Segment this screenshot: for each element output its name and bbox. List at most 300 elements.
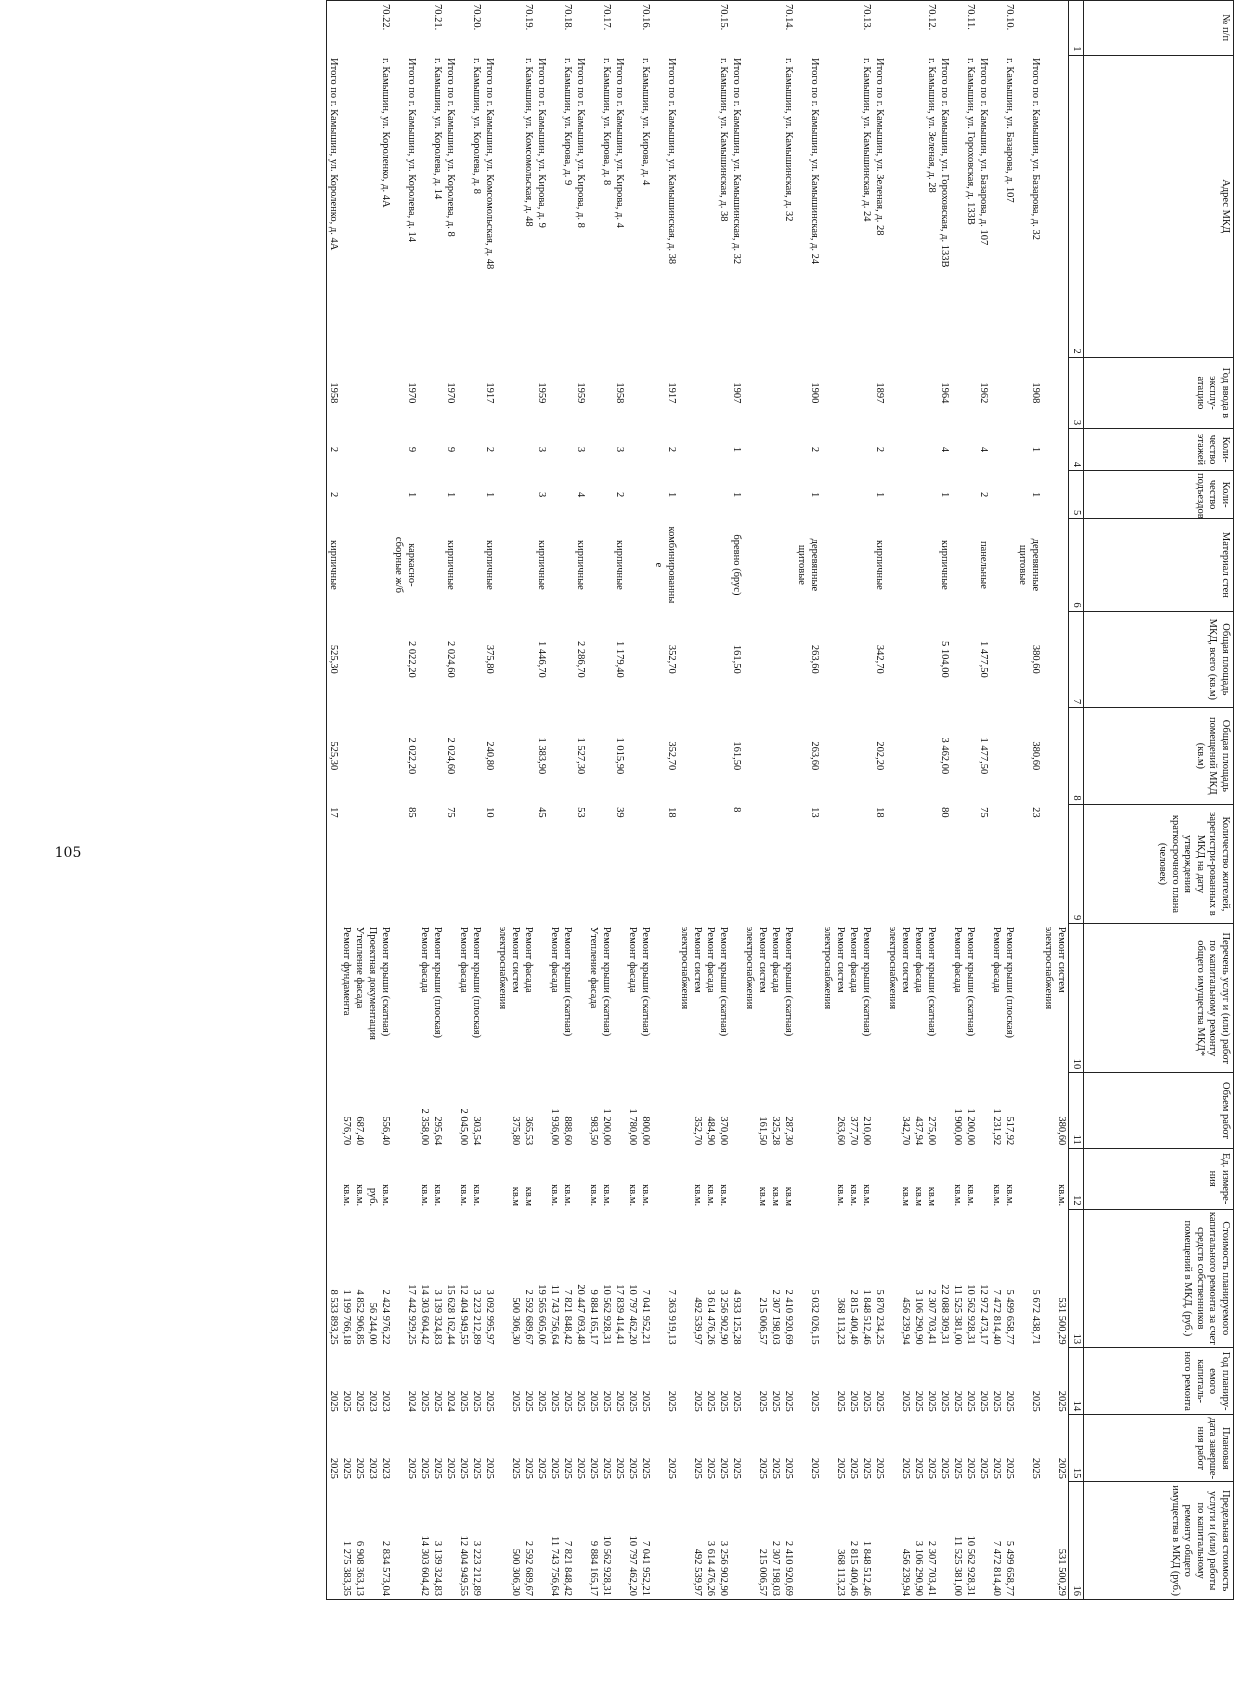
col-header-year-built: Год ввода в эксплу-атацию: [1084, 357, 1234, 428]
completion-date-cell-line: 2025: [640, 1457, 651, 1479]
unit-cell: [327, 1148, 341, 1209]
works-cell-line: Ремонт крыши (скатная): [380, 926, 391, 1037]
limit-cost-cell: [977, 1482, 990, 1600]
works-cell: [886, 924, 938, 1073]
repair-year-cell-line: 2025: [419, 1390, 430, 1412]
limit-cost-cell: [795, 1482, 821, 1600]
col-header-unit: Ед. измере-ния: [1084, 1148, 1234, 1209]
residents-cell: [821, 804, 873, 924]
premises-area-cell: 161,50: [731, 741, 742, 771]
unit-cell: [548, 1148, 574, 1209]
floors-cell: [678, 429, 730, 471]
limit-cost-cell-line: 2 307 198,03: [770, 1540, 781, 1596]
cost-cell-line: 2 592 689,67: [523, 1289, 534, 1345]
wall-material-cell: [418, 519, 444, 611]
cost-cell-line: 5 499 658,77: [1004, 1289, 1015, 1345]
address-cell: г. Камышин, ул. Короленко, д. 4А: [380, 58, 391, 208]
cost-cell-line: 3 223 212,89: [471, 1289, 482, 1345]
volume-cell: [613, 1073, 626, 1149]
entrances-cell: [951, 471, 977, 519]
repair-year-cell-line: 2025: [471, 1390, 482, 1412]
limit-cost-cell-line: 456 239,94: [900, 1548, 911, 1596]
volume-cell-line: 576,70: [341, 1116, 352, 1146]
wall-material-cell-line: щитовые: [1017, 544, 1028, 585]
table-row: [626, 1, 652, 1600]
cost-cell: 5 032 026,15: [809, 1289, 820, 1345]
unit-cell: [457, 1148, 483, 1209]
cost-cell: [457, 1209, 483, 1347]
works-cell-line: Ремонт крыши (плоская): [1004, 926, 1015, 1039]
entrances-cell: [743, 471, 795, 519]
cost-cell: [990, 1209, 1016, 1347]
entrances-cell: 1: [939, 492, 950, 498]
cost-cell-line: 215 006,57: [757, 1297, 768, 1345]
completion-date-cell-line: 2025: [432, 1457, 443, 1479]
floors-cell: [990, 429, 1016, 471]
repair-plan-table: [326, 0, 1234, 1600]
wall-material-cell: [938, 519, 951, 611]
total-row: [873, 1, 886, 1600]
unit-cell: [821, 1148, 873, 1209]
row-number-cell: [613, 1, 626, 56]
wall-material-cell-line: бревно (брус): [731, 534, 742, 596]
premises-area-cell: [990, 708, 1016, 805]
wall-material-cell: [444, 519, 457, 611]
volume-cell-line: 370,00: [718, 1116, 729, 1146]
table-row: [548, 1, 574, 1600]
col-header-address: Адрес МКД: [1084, 55, 1234, 357]
col-number: 2: [1069, 55, 1084, 357]
unit-cell: [1042, 1148, 1069, 1209]
limit-cost-cell-line: 12 404 949,55: [458, 1535, 469, 1596]
unit-cell-line: кв.м.: [861, 1184, 872, 1207]
year-built-cell: [951, 357, 977, 428]
row-number-cell: [652, 1, 678, 56]
total-row: [392, 1, 418, 1600]
entrances-cell: [886, 471, 938, 519]
total-row: [444, 1, 457, 1600]
repair-year-cell: 2025: [536, 1390, 547, 1412]
cost-cell-line: 12 404 949,55: [458, 1284, 469, 1345]
year-built-cell: 1907: [731, 382, 742, 404]
total-row: [574, 1, 587, 1600]
address-cell: г. Камышин, ул. Кирова, д. 4: [640, 58, 651, 186]
works-cell: [340, 924, 392, 1073]
works-cell-line: Ремонт фасада: [770, 926, 781, 993]
repair-year-cell: [418, 1348, 444, 1415]
repair-year-cell: 2024: [445, 1390, 456, 1412]
repair-year-cell: 2025: [614, 1390, 625, 1412]
volume-cell-line: 377,70: [848, 1116, 859, 1146]
unit-cell-line: [743, 1151, 756, 1206]
volume-cell-line: 275,00: [926, 1116, 937, 1146]
row-number-cell: [795, 1, 821, 56]
unit-cell-line: [1042, 1151, 1055, 1206]
residents-cell: [548, 804, 574, 924]
premises-area-cell: 2 024,60: [445, 737, 456, 775]
total-row: [1016, 1, 1042, 1600]
repair-year-cell: 2025: [666, 1390, 677, 1412]
completion-date-cell: 2025: [809, 1457, 820, 1479]
volume-cell-line: 888,60: [562, 1116, 573, 1146]
repair-year-cell: [548, 1348, 574, 1415]
limit-cost-cell-line: 7 821 848,42: [562, 1540, 573, 1596]
unit-cell: [743, 1148, 795, 1209]
wall-material-cell: [730, 519, 743, 611]
volume-cell: [574, 1073, 587, 1149]
address-cell: [1042, 55, 1069, 357]
limit-cost-cell-line: 3 106 290,90: [913, 1540, 924, 1596]
completion-date-cell-line: 2025: [692, 1457, 703, 1479]
unit-cell-line: кв.м: [926, 1186, 937, 1207]
year-built-cell: [457, 357, 483, 428]
unit-cell: [652, 1148, 678, 1209]
completion-date-cell: [548, 1415, 574, 1482]
floors-cell: 4: [978, 446, 989, 453]
volume-cell: [587, 1073, 613, 1149]
year-built-cell: 1970: [445, 382, 456, 404]
repair-year-cell-line: 2025: [718, 1390, 729, 1412]
unit-cell-line: кв.м.: [1004, 1184, 1015, 1207]
volume-cell: [678, 1073, 730, 1149]
limit-cost-cell: [444, 1482, 457, 1600]
unit-cell-line: кв.м.: [380, 1184, 391, 1207]
limit-cost-cell-line: 215 006,57: [757, 1548, 768, 1596]
row-number-cell: [327, 1, 341, 56]
wall-material-cell: [626, 519, 652, 611]
total-area-cell: [457, 611, 483, 708]
year-built-cell: 1897: [874, 382, 885, 404]
address-cell: г. Камышин, ул. Кирова, д. 8: [601, 58, 612, 186]
entrances-cell: 2: [614, 492, 625, 498]
unit-cell-line: кв.м: [510, 1186, 521, 1207]
wall-material-cell: [483, 519, 496, 611]
works-cell-line: электроснабжения: [679, 926, 690, 1010]
total-row: [730, 1, 743, 1600]
premises-area-cell: [743, 708, 795, 805]
total-area-cell: 161,50: [731, 644, 742, 674]
limit-cost-cell-line: 3 614 476,26: [705, 1540, 716, 1596]
cost-cell: 17 442 929,25: [406, 1284, 417, 1345]
works-cell: [444, 924, 457, 1073]
works-cell: [613, 924, 626, 1073]
completion-date-cell: [1042, 1415, 1069, 1482]
repair-year-cell-line: [821, 1351, 834, 1412]
works-cell-line: Проектная документация: [367, 926, 378, 1040]
completion-date-cell-line: 2025: [588, 1457, 599, 1479]
cost-cell-line: 3 106 290,90: [913, 1289, 924, 1345]
entrances-cell: 4: [575, 492, 586, 498]
total-row: [535, 1, 548, 1600]
limit-cost-cell-line: 368 113,23: [835, 1549, 846, 1596]
floors-cell: 2: [874, 446, 885, 453]
completion-date-cell-line: 2025: [783, 1457, 794, 1479]
repair-year-cell-line: 2025: [510, 1390, 521, 1412]
floors-cell: 2: [809, 446, 820, 453]
unit-cell-line: кв.м.: [1056, 1184, 1067, 1207]
volume-cell: [730, 1073, 743, 1149]
completion-date-cell-line: 2025: [510, 1457, 521, 1479]
repair-year-cell: [1042, 1348, 1069, 1415]
cost-cell-line: [743, 1212, 756, 1344]
residents-cell: 75: [978, 807, 989, 818]
volume-cell-line: [821, 1076, 834, 1146]
total-row: [327, 1, 341, 1600]
col-number: 3: [1069, 357, 1084, 428]
repair-year-cell: [496, 1348, 535, 1415]
address-cell: Итого по г. Камышин, ул. Кирова, д. 9: [536, 58, 547, 228]
completion-date-cell-line: 2025: [848, 1457, 859, 1479]
volume-cell-line: 983,50: [588, 1116, 599, 1146]
repair-year-cell-line: 2025: [835, 1390, 846, 1412]
completion-date-cell-line: [496, 1418, 509, 1479]
address-cell: Итого по г. Камышин, ул. Комсомольская, д. 48: [484, 58, 495, 270]
cost-cell-line: [821, 1212, 834, 1344]
completion-date-cell-line: 2025: [835, 1457, 846, 1479]
total-area-cell: 2 286,70: [575, 640, 586, 678]
volume-cell: [886, 1073, 938, 1149]
cost-cell-line: 7 472 814,40: [991, 1289, 1002, 1345]
address-cell: Итого по г. Камышин, ул. Зеленая, д. 28: [874, 58, 885, 236]
col-number: 1: [1069, 1, 1084, 56]
total-area-cell: 1 179,40: [614, 640, 625, 678]
repair-year-cell-line: 2025: [757, 1390, 768, 1412]
cost-cell-line: 1 199 766,18: [341, 1289, 352, 1345]
completion-date-cell-line: 2025: [952, 1457, 963, 1479]
repair-year-cell-line: [678, 1351, 691, 1412]
volume-cell-line: 517,92: [1004, 1116, 1015, 1146]
year-built-cell: 1958: [327, 357, 341, 428]
address-cell: г. Камышин, ул. Зеленая, д. 28: [926, 58, 937, 193]
address-cell: Итого по г. Камышин, ул. Камышинская, д. 24: [809, 58, 820, 265]
total-area-cell: [821, 611, 873, 708]
unit-cell-line: кв.м.: [627, 1184, 638, 1207]
unit-cell-line: кв.м.: [952, 1184, 963, 1207]
wall-material-cell-line: сборные ж/б: [393, 536, 404, 593]
works-cell: [821, 924, 873, 1073]
repair-year-cell-line: 2025: [549, 1390, 560, 1412]
volume-cell-line: 287,30: [783, 1116, 794, 1146]
completion-date-cell-line: 2025: [471, 1457, 482, 1479]
completion-date-cell-line: 2025: [926, 1457, 937, 1479]
limit-cost-cell: [327, 1482, 341, 1600]
wall-material-cell: [873, 519, 886, 611]
volume-cell-line: [886, 1076, 899, 1146]
works-cell: [587, 924, 613, 1073]
unit-cell: [795, 1148, 821, 1209]
limit-cost-cell: [730, 1482, 743, 1600]
table-row: [678, 1, 730, 1600]
works-cell-line: Ремонт крыши (скатная): [601, 926, 612, 1037]
wall-material-cell: [496, 519, 535, 611]
limit-cost-cell-line: 10 562 928,31: [601, 1535, 612, 1596]
works-cell: [535, 924, 548, 1073]
cost-cell: 15 628 162,44: [445, 1284, 456, 1345]
works-cell: [418, 924, 444, 1073]
table-row: [886, 1, 938, 1600]
entrances-cell: 3: [536, 492, 547, 498]
cost-cell: 19 565 605,06: [536, 1284, 547, 1345]
works-cell: [873, 924, 886, 1073]
floors-cell: [457, 429, 483, 471]
repair-year-cell: 2025: [484, 1390, 495, 1412]
works-cell: [977, 924, 990, 1073]
repair-year-cell: 2024: [406, 1390, 417, 1412]
total-area-cell: [951, 611, 977, 708]
floors-cell: [626, 429, 652, 471]
unit-cell: [613, 1148, 626, 1209]
limit-cost-cell-line: 531 500,29: [1056, 1548, 1067, 1596]
repair-year-cell: [743, 1348, 795, 1415]
residents-cell: 53: [575, 807, 586, 818]
works-cell-line: Ремонт фасада: [419, 926, 430, 993]
works-cell-line: Ремонт крыши (скатная): [640, 926, 651, 1037]
works-cell-line: Ремонт систем: [692, 926, 703, 993]
volume-cell-line: 800,00: [640, 1116, 651, 1146]
repair-year-cell-line: [886, 1351, 899, 1412]
works-cell: [678, 924, 730, 1073]
cost-cell-line: 4 852 906,85: [354, 1289, 365, 1345]
rotated-page: [198, 0, 1234, 1600]
completion-date-cell-line: [678, 1418, 691, 1479]
wall-material-cell: [886, 519, 938, 611]
repair-year-cell: 2025: [978, 1390, 989, 1412]
cost-cell: [626, 1209, 652, 1347]
row-number-cell: [444, 1, 457, 56]
completion-date-cell: 2025: [939, 1457, 950, 1479]
volume-cell: [340, 1073, 392, 1149]
works-cell-line: Ремонт фасада: [458, 926, 469, 993]
cost-cell: 3 092 995,97: [484, 1289, 495, 1345]
cost-cell: 12 972 473,17: [978, 1284, 989, 1345]
repair-year-cell-line: 2025: [640, 1390, 651, 1412]
completion-date-cell-line: 2025: [757, 1457, 768, 1479]
completion-date-cell-line: 2025: [1004, 1457, 1015, 1479]
limit-cost-cell: [574, 1482, 587, 1600]
row-number-cell: [873, 1, 886, 56]
wall-material-cell: [340, 519, 392, 611]
col-header-total-area: Общая площадь МКД, всего (кв.м): [1084, 611, 1234, 708]
address-cell: г. Камышин, ул. Гороховская, д. 133В: [965, 58, 976, 225]
total-area-cell: 263,60: [809, 644, 820, 674]
floors-cell: 4: [939, 446, 950, 453]
unit-cell-line: кв.м.: [991, 1184, 1002, 1207]
works-cell: [652, 924, 678, 1073]
limit-cost-cell-line: [678, 1485, 691, 1596]
cost-cell-line: [496, 1212, 509, 1344]
limit-cost-cell: [626, 1482, 652, 1600]
completion-date-cell: 2025: [614, 1457, 625, 1479]
volume-cell-line: 2 045,00: [458, 1108, 469, 1146]
floors-cell: [886, 429, 938, 471]
cost-cell-line: 10 562 928,31: [601, 1284, 612, 1345]
residents-cell: 45: [536, 807, 547, 818]
floors-cell: [1042, 429, 1069, 471]
repair-year-cell-line: 2025: [562, 1390, 573, 1412]
repair-year-cell-line: 2025: [601, 1390, 612, 1412]
col-number: 15: [1069, 1415, 1084, 1482]
works-cell: [951, 924, 977, 1073]
total-area-cell: [743, 611, 795, 708]
row-number-cell: [574, 1, 587, 56]
limit-cost-cell-line: 7 472 814,40: [991, 1540, 1002, 1596]
completion-date-cell-line: 2025: [549, 1457, 560, 1479]
completion-date-cell-line: 2025: [627, 1457, 638, 1479]
wall-material-cell: [392, 519, 418, 611]
unit-cell-line: кв.м.: [705, 1184, 716, 1207]
limit-cost-cell-line: 2 815 400,46: [848, 1540, 859, 1596]
floors-cell: [743, 429, 795, 471]
floors-cell: [418, 429, 444, 471]
wall-material-cell-line: кирпичные: [484, 540, 495, 590]
volume-cell-line: 1 231,92: [991, 1108, 1002, 1146]
address-cell: г. Камышин, ул. Королева, д. 14: [432, 58, 443, 200]
floors-cell: 3: [575, 446, 586, 453]
repair-year-cell: 2025: [1030, 1390, 1041, 1412]
year-built-cell: 1958: [614, 382, 625, 404]
works-cell: [327, 924, 341, 1073]
year-built-cell: [496, 357, 535, 428]
volume-cell-line: 687,40: [354, 1116, 365, 1146]
floors-cell: 2: [484, 446, 495, 453]
cost-cell-line: [886, 1212, 899, 1344]
completion-date-cell-line: 2025: [354, 1457, 365, 1479]
table-row: [496, 1, 535, 1600]
premises-area-cell: 380,60: [1030, 741, 1041, 771]
table-row: [990, 1, 1016, 1600]
cost-cell-line: 7 041 952,21: [640, 1289, 651, 1345]
works-cell-line: Ремонт крыши (скатная): [926, 926, 937, 1037]
floors-cell: [548, 429, 574, 471]
total-area-cell: 380,60: [1030, 644, 1041, 674]
table-row: [587, 1, 613, 1600]
cost-cell-line: [1042, 1212, 1055, 1344]
cost-cell-line: 2 815 400,46: [848, 1289, 859, 1345]
premises-area-cell: [821, 708, 873, 805]
works-cell-line: Ремонт крыши (скатная): [718, 926, 729, 1037]
col-header-residents: Количество жителей, зарегистри-рованных в МКД на дату утверждения краткосрочного плана (человек): [1084, 804, 1234, 924]
works-cell-line: Ремонт систем: [757, 926, 768, 993]
repair-year-cell-line: 2025: [432, 1390, 443, 1412]
row-number-cell: 70.10.: [990, 1, 1016, 56]
wall-material-cell: [743, 519, 795, 611]
entrances-cell: [340, 471, 392, 519]
volume-cell-line: [678, 1076, 691, 1146]
entrances-cell: 2: [978, 492, 989, 498]
premises-area-cell: [886, 708, 938, 805]
repair-year-cell-line: [743, 1351, 756, 1412]
limit-cost-cell: [652, 1482, 678, 1600]
address-cell: Итого по г. Камышин, ул. Базарова, д. 32: [1030, 58, 1041, 241]
repair-year-cell-line: 2025: [458, 1390, 469, 1412]
wall-material-cell-line: кирпичные: [575, 540, 586, 590]
entrances-cell: [548, 471, 574, 519]
volume-cell-line: 365,53: [523, 1116, 534, 1146]
works-cell-line: Ремонт фасада: [848, 926, 859, 993]
entrances-cell: [990, 471, 1016, 519]
completion-date-cell: [678, 1415, 730, 1482]
address-cell: г. Камышин, ул. Королева, д. 8: [471, 58, 482, 195]
residents-cell: [951, 804, 977, 924]
volume-cell: [444, 1073, 457, 1149]
premises-area-cell: [951, 708, 977, 805]
table-row: [743, 1, 795, 1600]
residents-cell: [340, 804, 392, 924]
wall-material-cell: [821, 519, 873, 611]
total-area-cell: [496, 611, 535, 708]
volume-cell-line: 210,00: [861, 1116, 872, 1146]
cost-cell: [743, 1209, 795, 1347]
